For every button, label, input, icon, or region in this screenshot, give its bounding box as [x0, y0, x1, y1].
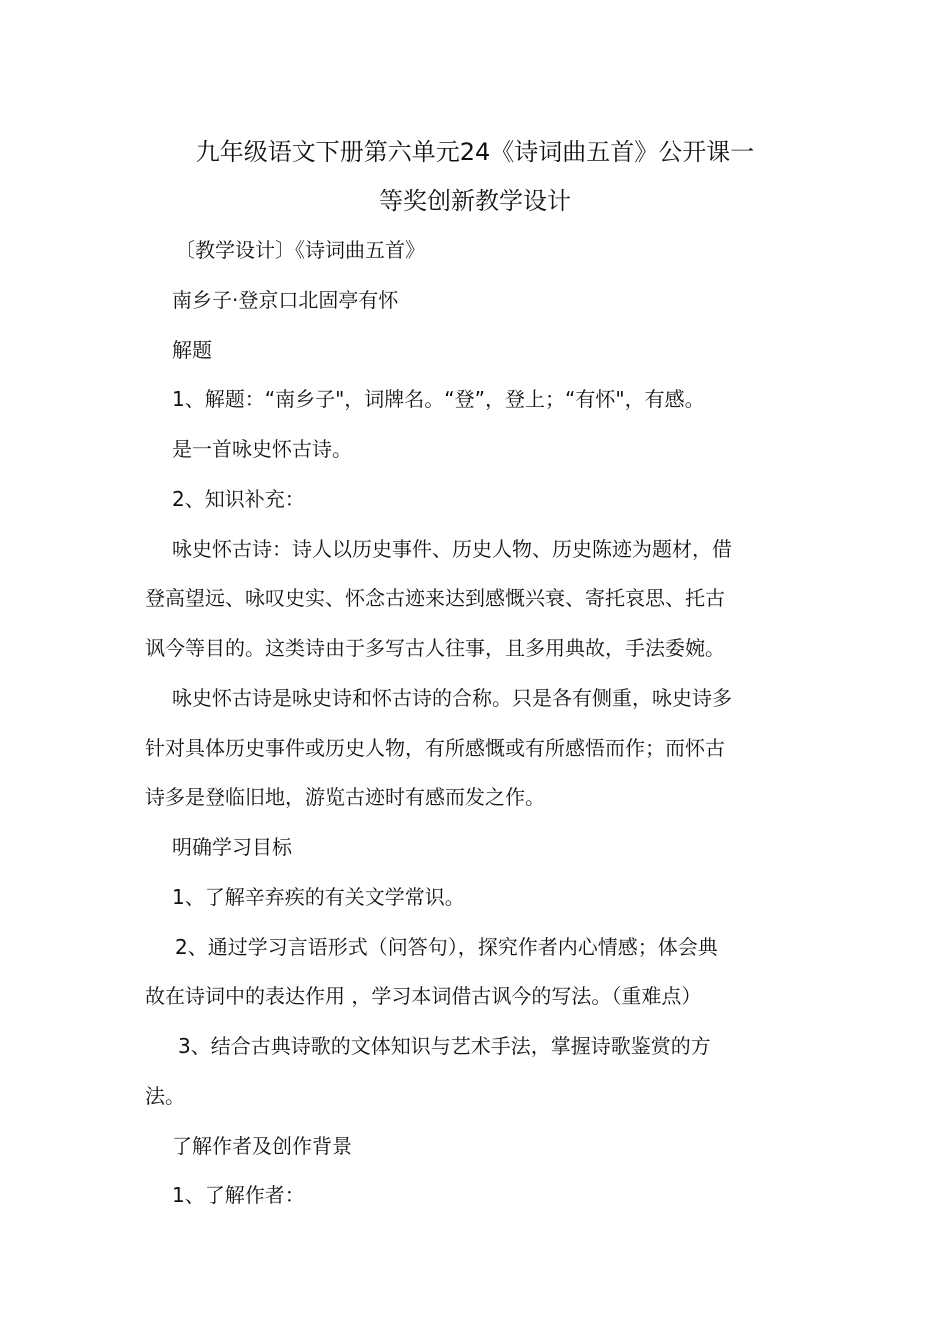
- list-item: 2、通过学习言语形式（问答句），探究作者内心情感；体会典: [175, 935, 718, 959]
- section-label: 〔教学设计〕《诗词曲五首》: [175, 238, 425, 262]
- paragraph-line: 登高望远、咏叹史实、怀念古迹来达到感慨兴衰、寄托哀思、托古: [145, 586, 725, 610]
- paragraph-line: 咏史怀古诗：诗人以历史事件、历史人物、历史陈迹为题材，借: [172, 537, 732, 561]
- list-item: 2、知识补充：: [172, 487, 305, 511]
- section-heading: 了解作者及创作背景: [172, 1134, 352, 1158]
- section-heading: 解题: [172, 338, 212, 362]
- paragraph-line: 法。: [145, 1084, 185, 1108]
- document-title-line-2: 等奖创新教学设计: [379, 187, 571, 215]
- paragraph-line: 故在诗词中的表达作用 ，学习本词借古讽今的写法。（重难点）: [145, 984, 702, 1008]
- paragraph-line: 咏史怀古诗是咏史诗和怀古诗的合称。只是各有侧重，咏史诗多: [172, 686, 732, 710]
- paragraph-line: 1、解题：“南乡子"，词牌名。“登”，登上；“有怀"，有感。: [172, 387, 705, 411]
- document-title-line-1: 九年级语文下册第六单元24《诗词曲五首》公开课一: [195, 138, 755, 166]
- paragraph-line: 是一首咏史怀古诗。: [172, 437, 352, 461]
- paragraph-line: 诗多是登临旧地，游览古迹时有感而发之作。: [145, 785, 545, 809]
- paragraph-line: 讽今等目的。这类诗由于多写古人往事，且多用典故，手法委婉。: [145, 636, 725, 660]
- section-heading: 明确学习目标: [172, 835, 292, 859]
- poem-title: 南乡子·登京口北固亭有怀: [172, 288, 399, 312]
- list-item: 1、了解作者：: [172, 1183, 305, 1207]
- paragraph-line: 针对具体历史事件或历史人物，有所感慨或有所感悟而作；而怀古: [145, 736, 725, 760]
- list-item: 3、结合古典诗歌的文体知识与艺术手法，掌握诗歌鉴赏的方: [178, 1034, 711, 1058]
- list-item: 1、了解辛弃疾的有关文学常识。: [172, 885, 465, 909]
